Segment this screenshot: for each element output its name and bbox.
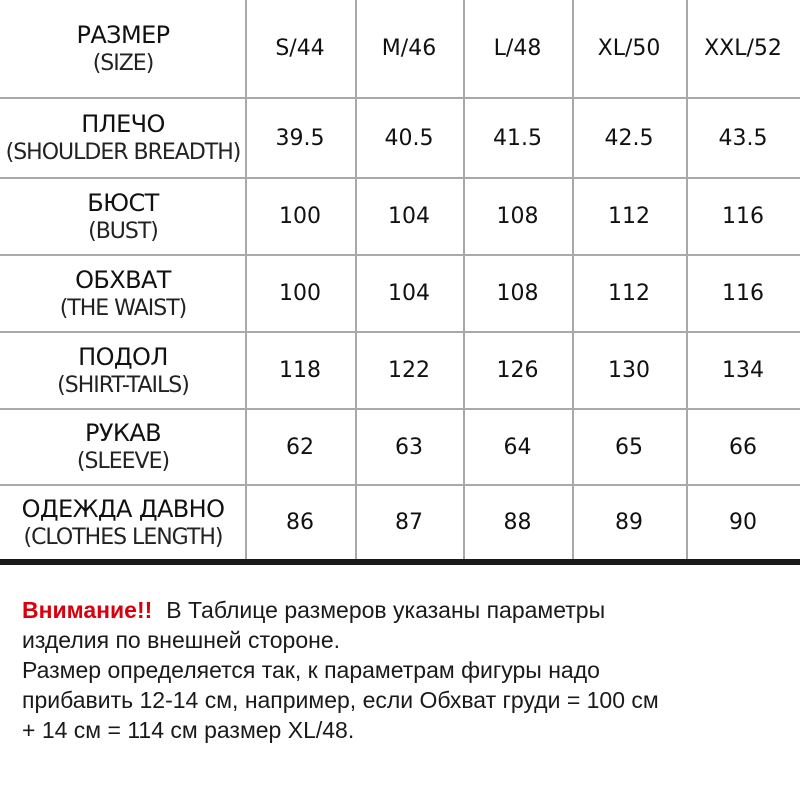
row-label: РУКАВ <box>84 419 162 447</box>
row-label-cell <box>0 333 246 408</box>
warning-label: Внимание!! <box>22 597 153 623</box>
header-sublabel: (SIZE) <box>92 50 154 76</box>
notice-line: Размер определяется так, к параметрам фигуры надо <box>22 657 600 683</box>
size-header-xl: XL/50 <box>597 36 661 61</box>
table-cell: 112 <box>608 204 650 229</box>
table-cell: 104 <box>388 204 430 229</box>
table-cell: 100 <box>279 204 321 229</box>
row-label-cell <box>0 99 246 177</box>
table-cell: 39.5 <box>275 125 325 151</box>
table-cell: 62 <box>286 434 314 460</box>
row-label: ПОДОЛ <box>78 342 168 371</box>
notice-text: В Таблице размеров указаны параметры <box>166 597 606 623</box>
size-header-xxl: XXL/52 <box>704 36 782 61</box>
table-cell: 40.5 <box>384 125 434 151</box>
table-cell: 116 <box>722 281 764 306</box>
table-cell: 122 <box>388 358 430 383</box>
row-label: ПЛЕЧО <box>81 110 165 138</box>
size-header-l: L/48 <box>493 36 542 61</box>
table-cell: 108 <box>496 204 539 229</box>
sizing-notice <box>22 595 792 745</box>
table-cell: 42.5 <box>604 125 654 151</box>
notice-line: изделия по внешней стороне. <box>22 627 341 653</box>
table-cell: 86 <box>286 510 314 535</box>
row-label-cell <box>0 410 246 484</box>
notice-line <box>22 595 792 625</box>
table-cell: 90 <box>729 510 757 535</box>
row-label: ОБХВАТ <box>75 265 171 294</box>
table-cell: 89 <box>615 510 643 535</box>
header-label-cell <box>0 0 246 97</box>
size-header-m: M/46 <box>381 36 437 61</box>
table-cell: 63 <box>395 434 423 460</box>
row-label: ОДЕЖДА ДАВНО <box>21 494 225 523</box>
table-cell: 108 <box>496 281 539 306</box>
header-label: РАЗМЕР <box>76 20 170 49</box>
table-bottom-border <box>0 559 800 565</box>
table-cell: 64 <box>503 434 532 460</box>
row-sublabel: (CLOTHES LENGTH) <box>23 524 223 550</box>
row-sublabel: (BUST) <box>88 218 158 244</box>
table-cell: 116 <box>722 204 764 229</box>
table-cell: 118 <box>279 358 321 383</box>
table-cell: 104 <box>388 281 430 306</box>
table-cell: 112 <box>608 281 650 306</box>
row-sublabel: (SHIRT-TAILS) <box>57 372 189 398</box>
table-cell: 100 <box>279 281 321 306</box>
row-label-cell <box>0 486 246 559</box>
table-cell: 43.5 <box>718 125 768 151</box>
table-cell: 66 <box>729 434 757 460</box>
table-cell: 65 <box>615 434 643 460</box>
row-sublabel: (THE WAIST) <box>59 295 187 321</box>
table-cell: 88 <box>503 510 532 535</box>
row-sublabel: (SHOULDER BREADTH) <box>5 140 241 165</box>
table-cell: 134 <box>722 358 764 383</box>
table-cell: 130 <box>608 358 650 383</box>
notice-line: прибавить 12-14 см, например, если Обхват груди = 100 см <box>22 687 659 713</box>
row-sublabel: (SLEEVE) <box>76 449 170 474</box>
row-label: БЮСТ <box>87 188 159 217</box>
table-cell: 87 <box>395 510 423 535</box>
size-header-s: S/44 <box>275 36 325 61</box>
table-cell: 126 <box>496 358 539 383</box>
table-cell: 41.5 <box>493 125 542 151</box>
notice-line: + 14 см = 114 см размер XL/48. <box>22 717 355 743</box>
row-label-cell <box>0 179 246 254</box>
row-label-cell <box>0 256 246 331</box>
